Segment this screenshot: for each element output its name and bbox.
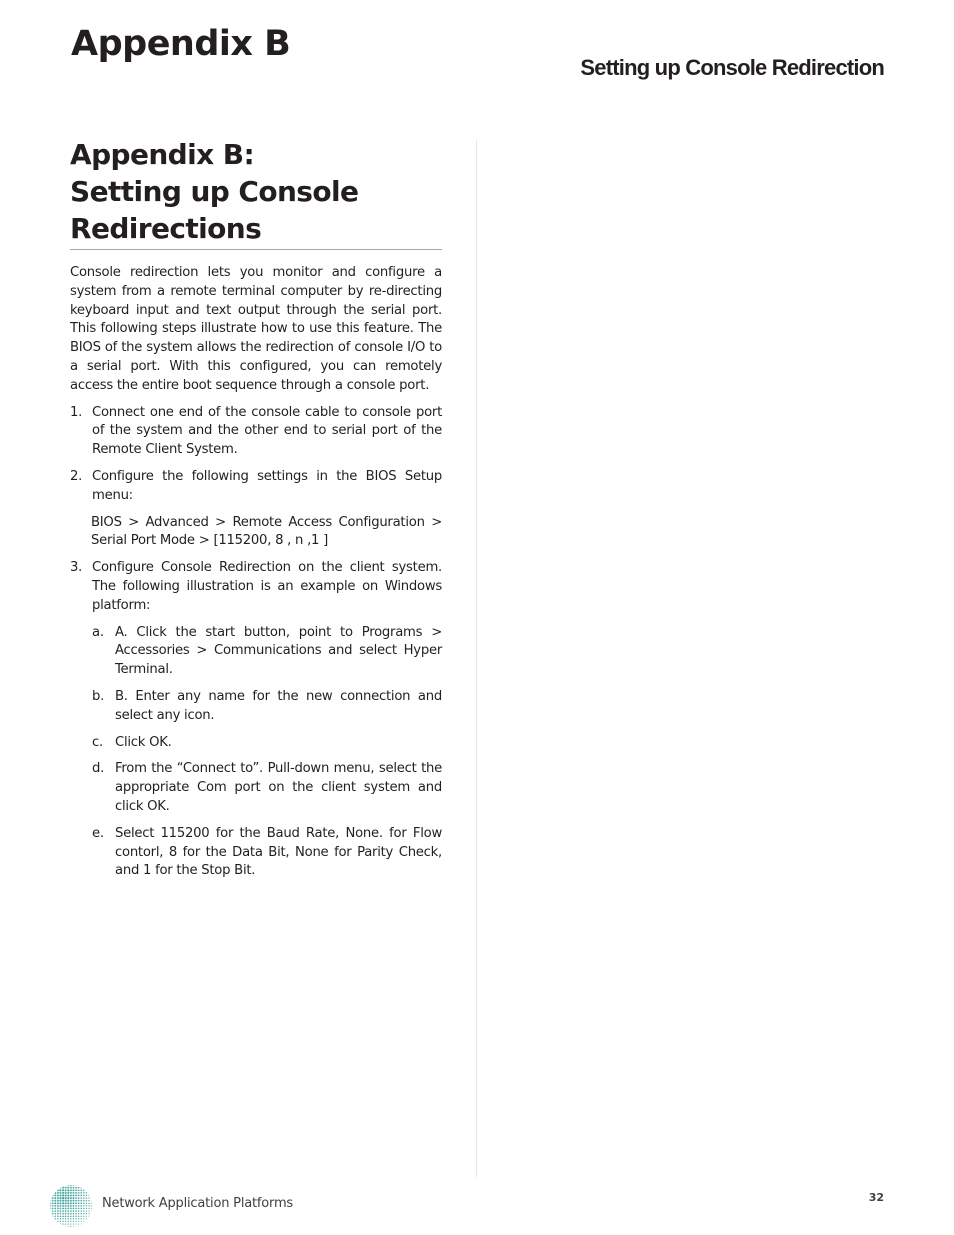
step-item (70, 404, 442, 460)
footer-brand-text: Network Application Platforms (102, 1196, 293, 1211)
substep-letter: e. (92, 825, 104, 841)
step-number: 3. (70, 560, 83, 576)
step-number: 1. (70, 404, 83, 420)
step-number: 2. (70, 468, 83, 484)
heading-line: Setting up Console (70, 175, 359, 208)
step-item (70, 559, 442, 889)
substep-text: From the “Connect to”. Pull-down menu, select the appropriate Com port on the client system and click OK. (115, 761, 442, 814)
substep-letter: b. (92, 688, 105, 704)
intro-paragraph: Console redirection lets you monitor and configure a system from a remote terminal computer by re-directing keyboard input and text output through the serial port. This following steps illustrate how to use this feature. The BIOS of the system allows the redirection of console I/O to a serial port. With this configured, you can remotely access the entire boot sequence through a console port. (70, 265, 442, 393)
substep-item (92, 825, 442, 881)
column-divider (476, 140, 477, 1177)
section-header: Setting up Console Redirection (580, 55, 884, 80)
substep-text: A. Click the start button, point to Programs > Accessories > Communications and select Hyper Terminal. (115, 624, 442, 678)
main-column (70, 136, 442, 897)
chapter-title: Appendix B (71, 24, 291, 64)
substep-item (92, 688, 442, 726)
bios-path-item (70, 506, 442, 552)
section-heading (70, 136, 442, 250)
steps-list (70, 404, 442, 890)
dotted-globe-logo-icon (48, 1183, 94, 1229)
step-text: Configure Console Redirection on the client system. The following illustration is an example on Windows platform: (92, 560, 442, 613)
step-item (70, 468, 442, 506)
step-text: Connect one end of the console cable to console port of the system and the other end to serial port of the Remote Client System. (92, 404, 442, 458)
substep-text: Select 115200 for the Baud Rate, None. for Flow contorl, 8 for the Data Bit, None for Parity Check, and 1 for the Stop Bit. (115, 825, 442, 879)
substep-letter: d. (92, 761, 105, 777)
substep-item (92, 734, 442, 753)
substep-text: Click OK. (115, 734, 172, 750)
heading-line: Redirections (70, 212, 262, 245)
bios-path-text: BIOS > Advanced > Remote Access Configuration > Serial Port Mode > [115200, 8 , n ,1 ] (91, 514, 442, 549)
substep-letter: a. (92, 624, 104, 640)
substep-item (92, 760, 442, 816)
page-number: 32 (868, 1191, 884, 1204)
substep-letter: c. (92, 734, 103, 750)
substeps-list (92, 624, 442, 882)
substep-text: B. Enter any name for the new connection and select any icon. (115, 688, 442, 723)
step-text: Configure the following settings in the BIOS Setup menu: (92, 468, 442, 503)
substep-item (92, 624, 442, 680)
heading-line: Appendix B: (70, 138, 255, 171)
